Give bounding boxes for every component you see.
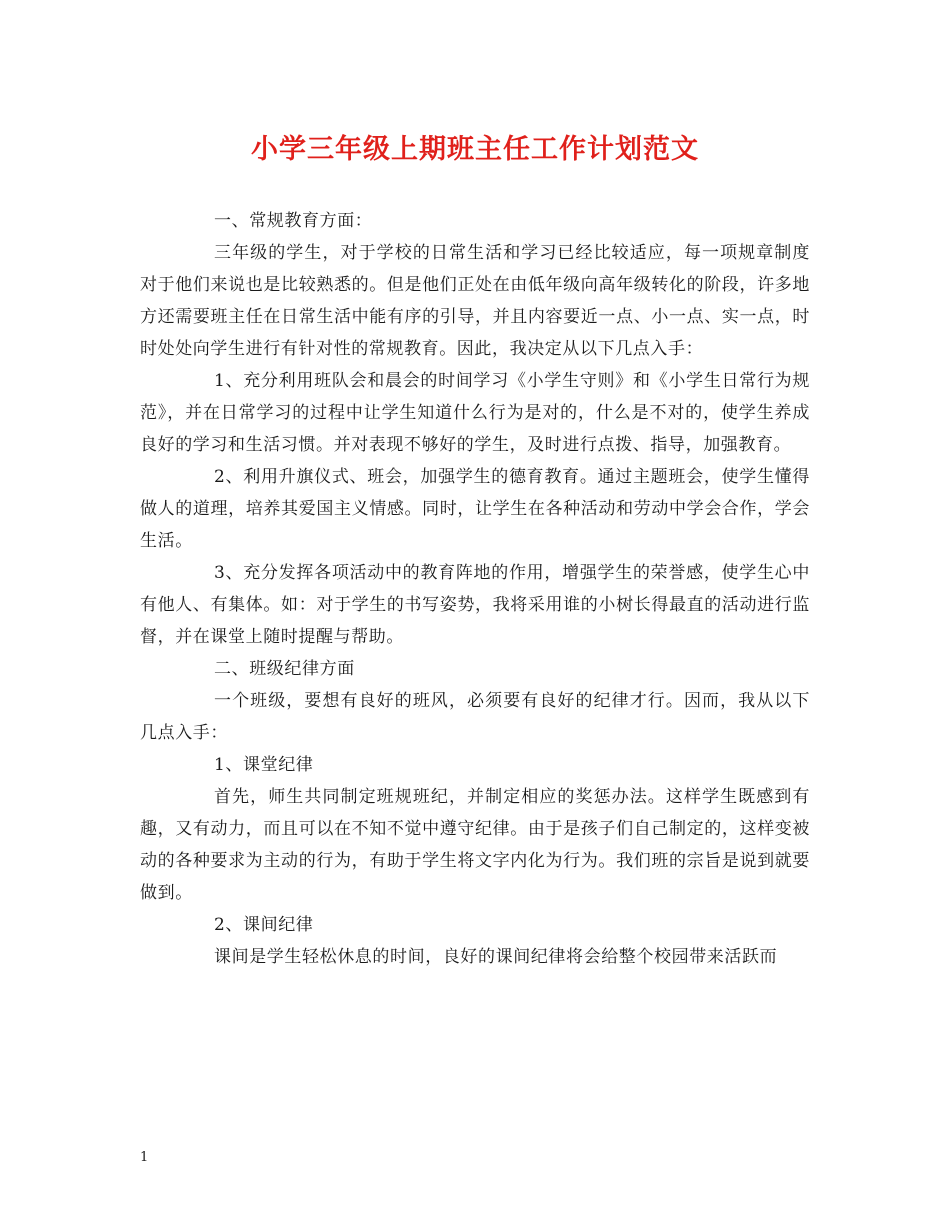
page-number: 1 — [140, 1150, 149, 1165]
paragraph-point-1: 1、充分利用班队会和晨会的时间学习《小学生守则》和《小学生日常行为规范》，并在日常学习的过程中让学生知道什么行为是对的，什么是不对的，使学生养成良好的学习和生活习惯。并对表现不够好的学生，及时进行点拨、指导，加强教育。 — [140, 371, 810, 455]
document-title: 小学三年级上期班主任工作计划范文 — [251, 134, 699, 165]
paragraph-discipline-intro: 一个班级，要想有良好的班风，必须要有良好的纪律才行。因而，我从以下几点入手： — [140, 691, 810, 743]
paragraph-point-3: 3、充分发挥各项活动中的教育阵地的作用，增强学生的荣誉感，使学生心中有他人、有集体。如：对于学生的书写姿势，我将采用谁的小树长得最直的活动进行监督，并在课堂上随时提醒与帮助。 — [140, 563, 810, 647]
paragraph-break-discipline: 课间是学生轻松休息的时间，良好的课间纪律将会给整个校园带来活跃而 — [214, 947, 778, 967]
document-body — [140, 205, 810, 973]
heading-class-discipline: 二、班级纪律方面 — [214, 659, 355, 679]
paragraph-intro: 三年级的学生，对于学校的日常生活和学习已经比较适应，每一项规章制度对于他们来说也是比较熟悉的。但是他们正处在由低年级向高年级转化的阶段，许多地方还需要班主任在日常生活中能有序的引导，并且内容要近一点、小一点、实一点，时时处处向学生进行有针对性的常规教育。因此，我决定从以下几点入手： — [140, 243, 810, 359]
paragraph-classroom-discipline: 首先，师生共同制定班规班纪，并制定相应的奖惩办法。这样学生既感到有趣，又有动力，而且可以在不知不觉中遵守纪律。由于是孩子们自己制定的，这样变被动的各种要求为主动的行为，有助于学生将文字内化为行为。我们班的宗旨是说到就要做到。 — [140, 787, 810, 903]
paragraph-point-2: 2、利用升旗仪式、班会，加强学生的德育教育。通过主题班会，使学生懂得做人的道理，培养其爱国主义情感。同时，让学生在各种活动和劳动中学会合作，学会生活。 — [140, 467, 810, 551]
subheading-classroom-discipline: 1、课堂纪律 — [214, 755, 314, 775]
heading-routine-education: 一、常规教育方面： — [214, 211, 373, 231]
subheading-break-discipline: 2、课间纪律 — [214, 915, 314, 935]
